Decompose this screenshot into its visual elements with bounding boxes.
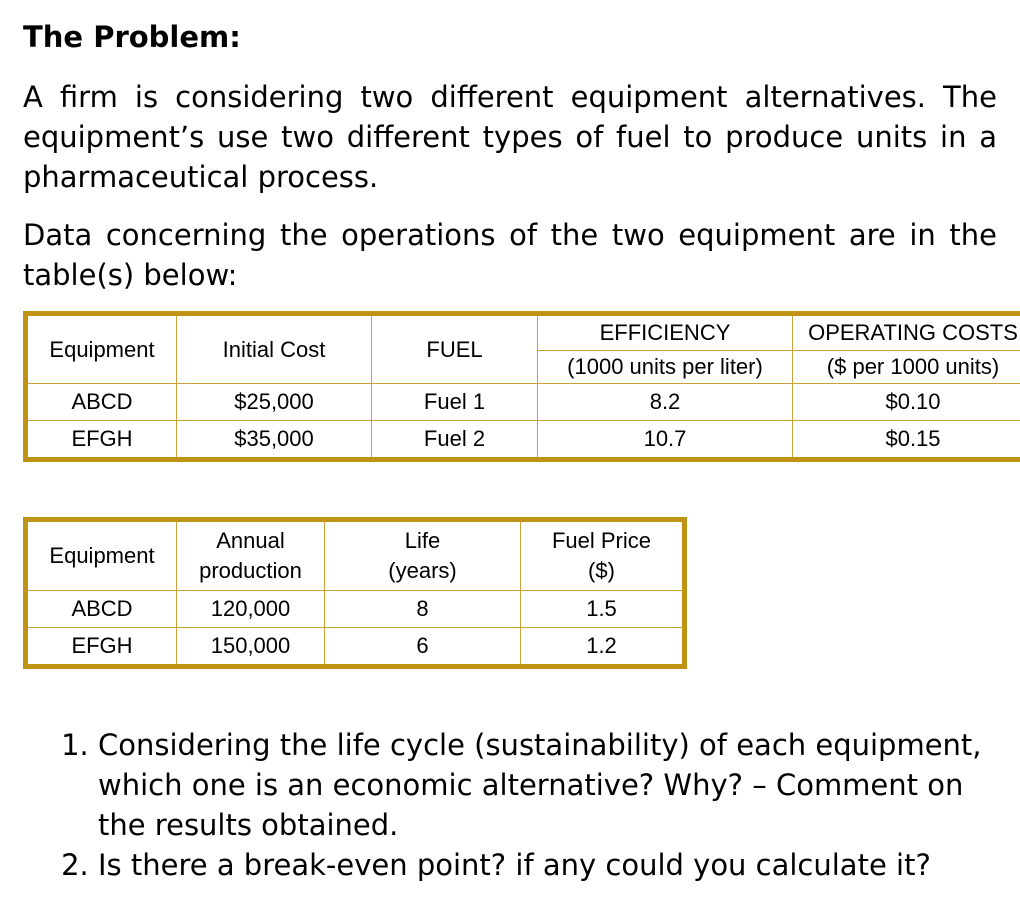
cell-fuel: Fuel 1 (372, 384, 538, 421)
question-item: 2. Is there a break-even point? if any could you calculate it? (98, 845, 997, 885)
cell-initial-cost: $25,000 (177, 384, 372, 421)
cell-fuel-price: 1.5 (521, 591, 685, 628)
header-annual-production-line2: production (199, 558, 302, 583)
data-paragraph: Data concerning the operations of the two equipment are in the table(s) below: (23, 218, 997, 292)
header-annual-production (177, 520, 325, 591)
header-efficiency-unit: (1000 units per liter) (538, 351, 793, 384)
header-fuel: FUEL (372, 314, 538, 384)
equipment-cost-table (23, 311, 1020, 462)
cell-fuel: Fuel 2 (372, 421, 538, 460)
table-row (26, 384, 1020, 421)
question-item: 1. Considering the life cycle (sustainability) of each equipment, which one is an economic alternative? Why? – Comment on the results obtained. (98, 725, 997, 845)
header-life-line2: (years) (388, 558, 457, 583)
cell-life: 8 (325, 591, 521, 628)
page-title: The Problem: (23, 20, 241, 54)
equipment-production-table (23, 517, 687, 669)
cell-initial-cost: $35,000 (177, 421, 372, 460)
table-row (26, 628, 685, 667)
header-operating-costs-unit: ($ per 1000 units) (793, 351, 1020, 384)
header-life (325, 520, 521, 591)
cell-efficiency: 10.7 (538, 421, 793, 460)
cell-equipment: EFGH (26, 628, 177, 667)
table-row (26, 421, 1020, 460)
header-fuel-price-line2: ($) (588, 558, 615, 583)
header-annual-production-line1: Annual (216, 528, 285, 553)
header-fuel-price-line1: Fuel Price (551, 528, 652, 553)
header-operating-costs: OPERATING COSTS (793, 314, 1020, 351)
header-equipment: Equipment (26, 314, 177, 384)
cell-equipment: ABCD (26, 591, 177, 628)
cell-equipment: ABCD (26, 384, 177, 421)
cell-efficiency: 8.2 (538, 384, 793, 421)
question-list (23, 725, 997, 885)
header-equipment: Equipment (26, 520, 177, 591)
header-efficiency: EFFICIENCY (538, 314, 793, 351)
cell-operating-cost: $0.15 (793, 421, 1020, 460)
header-initial-cost: Initial Cost (177, 314, 372, 384)
header-life-line1: Life (404, 528, 441, 553)
cell-life: 6 (325, 628, 521, 667)
table-row (26, 591, 685, 628)
cell-fuel-price: 1.2 (521, 628, 685, 667)
cell-operating-cost: $0.10 (793, 384, 1020, 421)
header-fuel-price (521, 520, 685, 591)
cell-equipment: EFGH (26, 421, 177, 460)
cell-annual-production: 150,000 (177, 628, 325, 667)
intro-paragraph: A firm is considering two different equipment alternatives. The equipment’s use two different types of fuel to produce units in a pharmaceutical process. (23, 80, 997, 194)
cell-annual-production: 120,000 (177, 591, 325, 628)
